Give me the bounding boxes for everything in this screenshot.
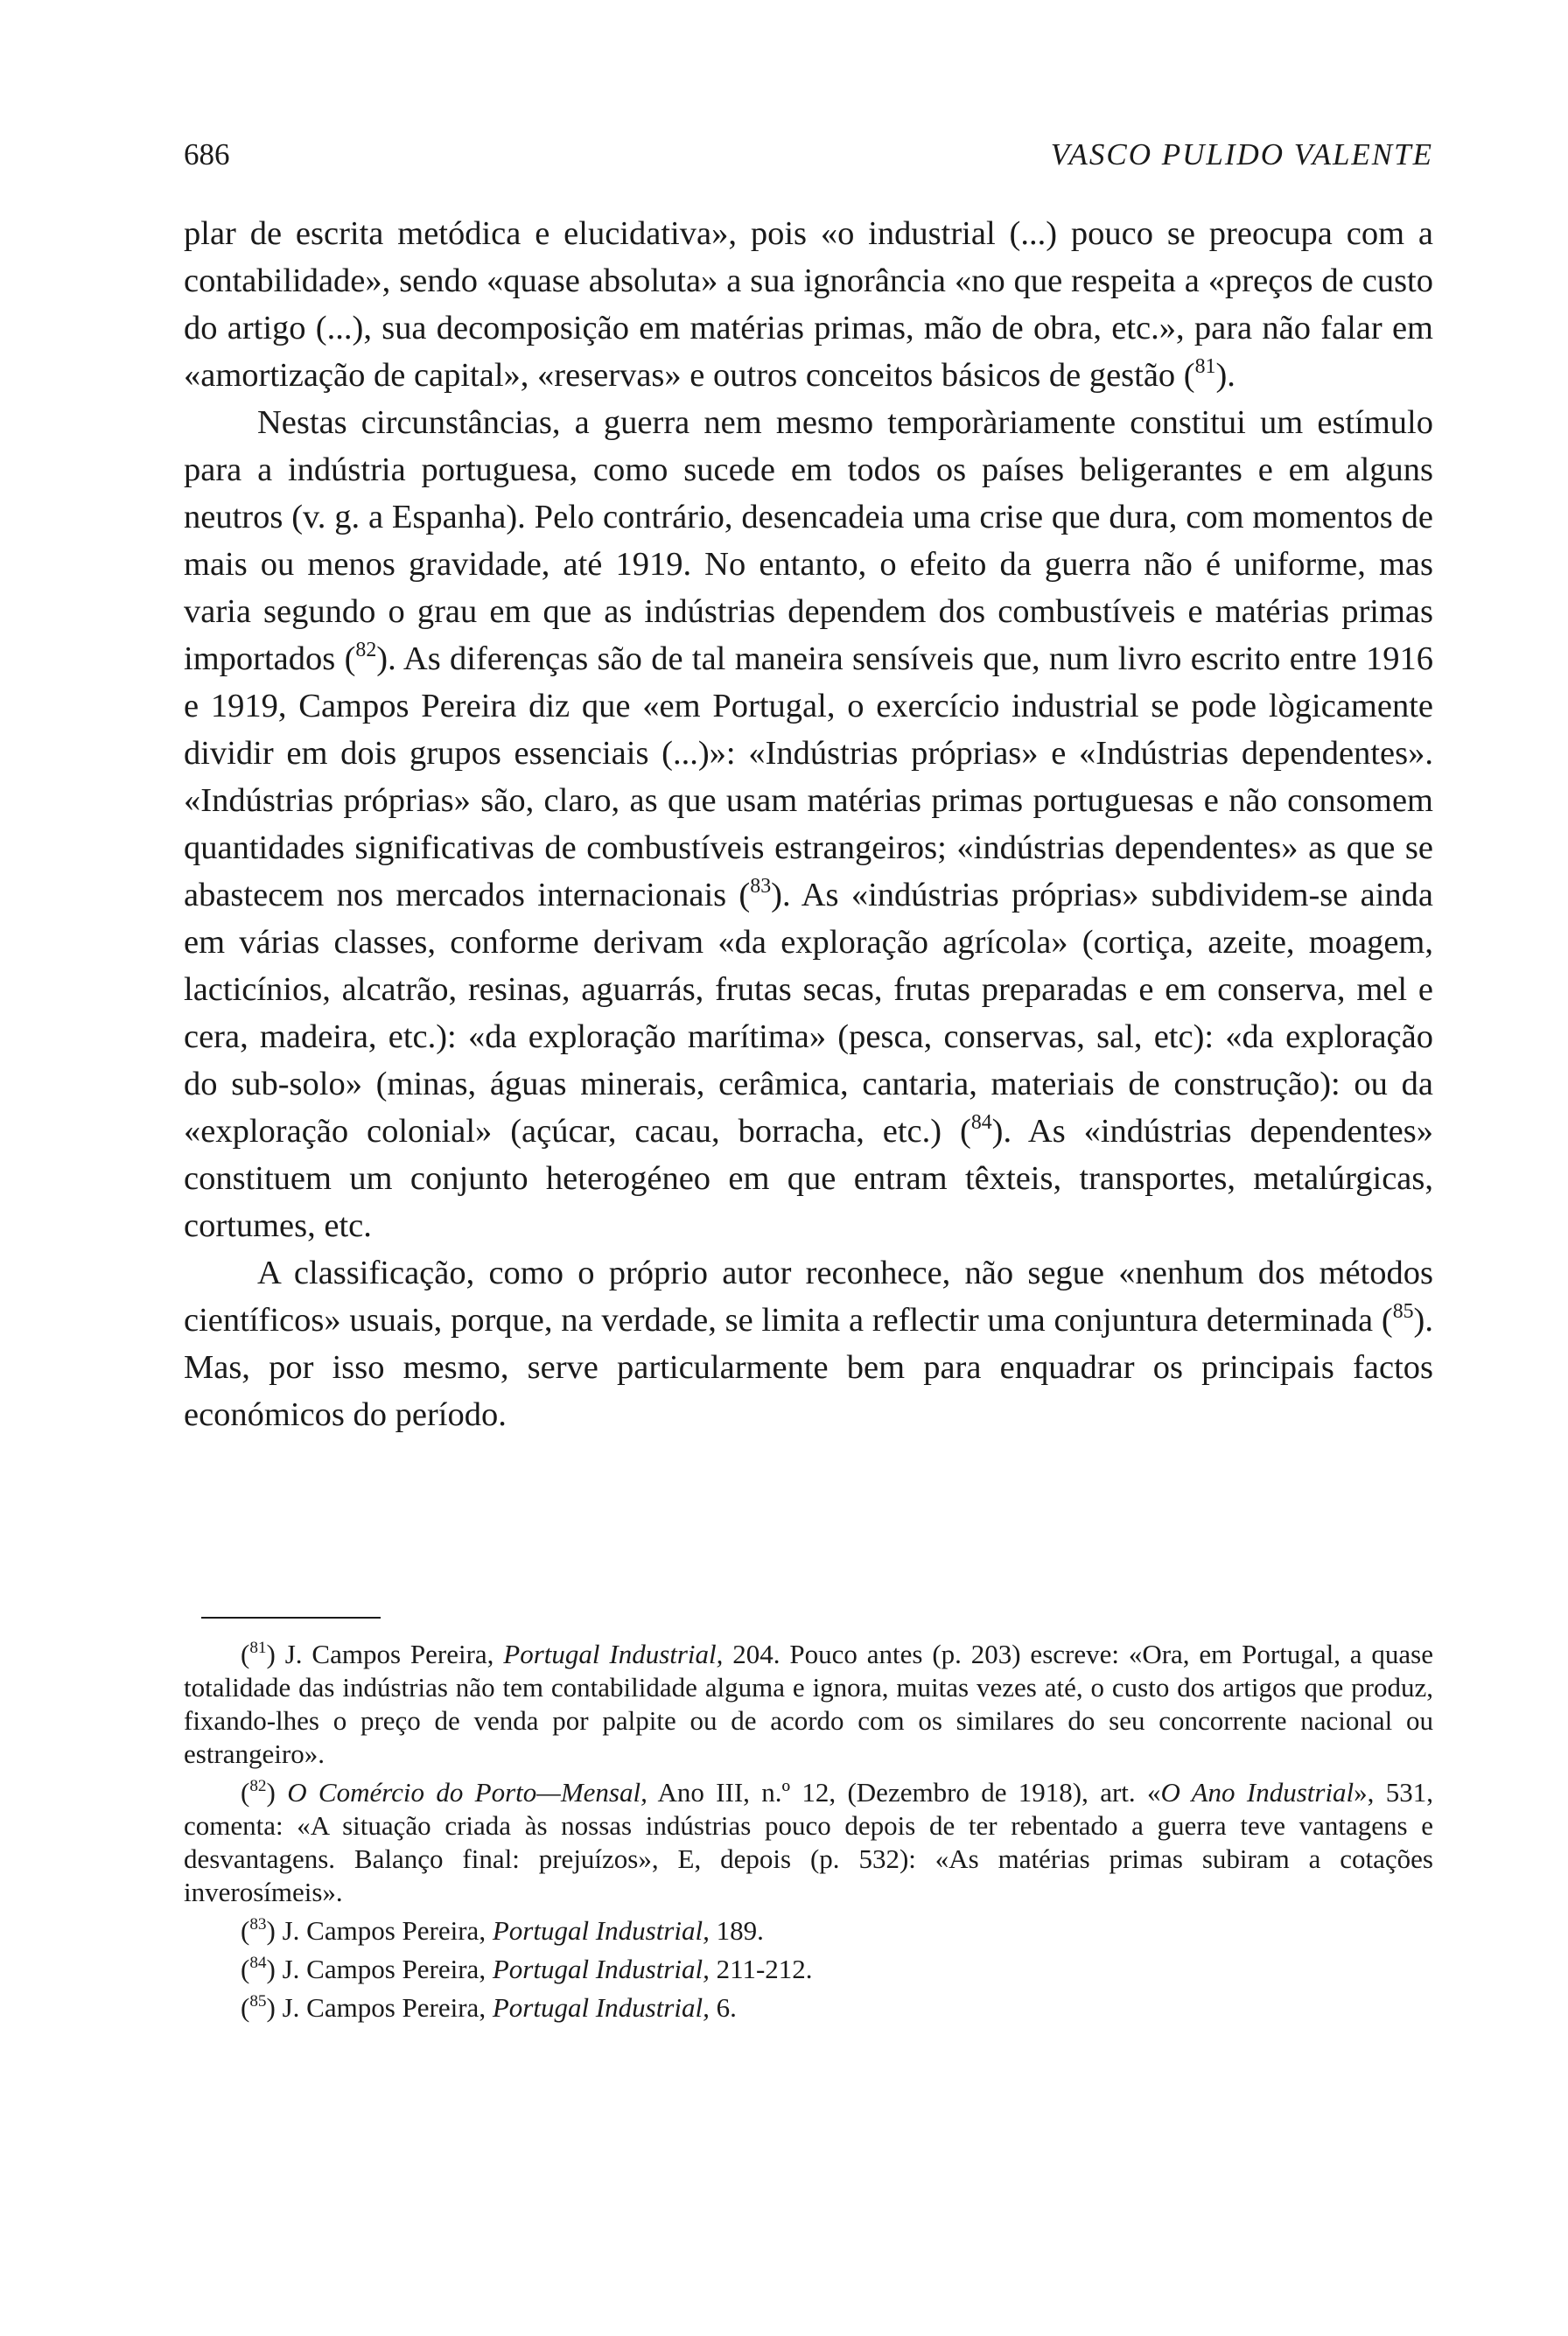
paragraph-1-tail: ). [1215,357,1236,394]
paragraph-1 [184,210,1433,399]
running-head-author: VASCO PULIDO VALENTE [1050,137,1433,171]
paragraph-3 [184,1249,1433,1438]
main-text [184,210,1433,1438]
footnote-separator [201,1617,381,1619]
paragraph-3-part-b: ). Mas, por isso mesmo, serve particularmente bem para enquadrar os principais factos económicos do período. [184,1302,1433,1433]
footnote-number: ($^{85}$) [241,1992,276,2023]
footnote-ref-85: 85 [1392,1300,1414,1324]
work-title: O Comércio do Porto—Mensal, [287,1777,648,1808]
work-title: Portugal Industrial, [492,1915,710,1946]
footnote-number: ($^{82}$) [241,1777,276,1808]
footnote-82: ($^{82}$) O Comércio do Porto—Mensal, Ano III, n.º 12, (Dezembro de 1918), art. «O Ano Industrial», 531, comenta: «A situação criada às nossas indústrias pouco depois de ter rebentado a guerra teve vantagens e desvantagens. Balanço final: prejuízos», E, depois (p. 532): «As matérias primas subiram a cotações inverosímeis». [184,1777,1433,1907]
footnote-ref-84: 84 [970,1111,992,1135]
footnotes [184,1638,1433,2030]
work-title: Portugal Industrial, [492,1992,710,2023]
paragraph-3-part-a: A classificação, como o próprio autor reconhece, não segue «nenhum dos métodos científicos» usuais, porque, na verdade, se limita a reflectir uma conjuntura determinada ( [184,1255,1433,1339]
paragraph-2 [184,399,1433,1249]
article-title: O Ano Industrial [1160,1777,1354,1808]
footnote-81: ($^{81}$) J. Campos Pereira, Portugal Industrial, 204. Pouco antes (p. 203) escreve: «Ora, em Portugal, a quase totalidade das indústrias não tem contabilidade alguma e ignora, muitas vezes até, o custo dos artigos que produz, fixando-lhes o preço de venda por palpite ou de acordo com os similares do seu concorrente nacional ou estrangeiro». [184,1639,1434,1769]
footnote-84: ($^{84}$) J. Campos Pereira, Portugal Industrial, 211-212. [241,1954,813,1984]
page-number: 686 [184,137,230,171]
paragraph-2-part-d: ). As «indústrias dependentes» constituem um conjunto heterogéneo em que entram têxteis, transportes, metalúrgicas, cortumes, etc. [184,1113,1433,1244]
footnote-ref-81: 81 [1194,355,1216,379]
running-head [184,133,1433,177]
footnote-ref-82: 82 [355,639,377,662]
paragraph-2-part-c: ). As «indústrias próprias» subdividem-se ainda em várias classes, conforme derivam «da exploração agrícola» (cortiça, azeite, moagem, lacticínios, alcatrão, resinas, aguarrás, frutas secas, frutas preparadas e em conserva, mel e cera, madeira, etc.): «da exploração marítima» (pesca, conservas, sal, etc): «da exploração do sub-solo» (minas, águas minerais, cerâmica, cantaria, materiais de construção): ou da «exploração colonial» (açúcar, cacau, borracha, etc.) ( [184,877,1434,1150]
paragraph-1-text: plar de escrita metódica e elucidativa», pois «o industrial (...) pouco se preocupa com a contabilidade», sendo «quase absoluta» a sua ignorância «no que respeita a «preços de custo do artigo (...), sua decomposição em matérias primas, mão de obra, etc.», para não falar em «amortização de capital», «reservas» e outros conceitos básicos de gestão ( [184,215,1433,394]
footnote-number: ($^{83}$) [241,1915,276,1946]
footnote-number: ($^{81}$) [241,1639,276,1669]
work-title: Portugal Industrial, [503,1639,724,1669]
footnote-83: ($^{83}$) J. Campos Pereira, Portugal Industrial, 189. [241,1915,764,1946]
footnote-ref-83: 83 [750,875,772,899]
footnote-number: ($^{84}$) [241,1954,276,1984]
paragraph-2-part-b: ). As diferenças são de tal maneira sensíveis que, num livro escrito entre 1916 e 1919, Campos Pereira diz que «em Portugal, o exercício industrial se pode lògicamente dividir em dois grupos essenciais (...)»: «Indústrias próprias» e «Indústrias dependentes». «Indústrias próprias» são, claro, as que usam matérias primas portuguesas e não consomem quantidades significativas de combustíveis estrangeiros; «indústrias dependentes» as que se abastecem nos mercados internacionais ( [184,640,1433,913]
work-title: Portugal Industrial, [492,1954,710,1984]
paragraph-2-part-a: Nestas circunstâncias, a guerra nem mesmo temporàriamente constitui um estímulo para a indústria portuguesa, como sucede em todos os países beligerantes e em alguns neutros (v. g. a Espanha). Pelo contrário, desencadeia uma crise que dura, com momentos de mais ou menos gravidade, até 1919. No entanto, o efeito da guerra não é uniforme, mas varia segundo o grau em que as indústrias dependem dos combustíveis e matérias primas importados ( [184,404,1433,677]
footnote-85: ($^{85}$) J. Campos Pereira, Portugal Industrial, 6. [241,1992,737,2023]
